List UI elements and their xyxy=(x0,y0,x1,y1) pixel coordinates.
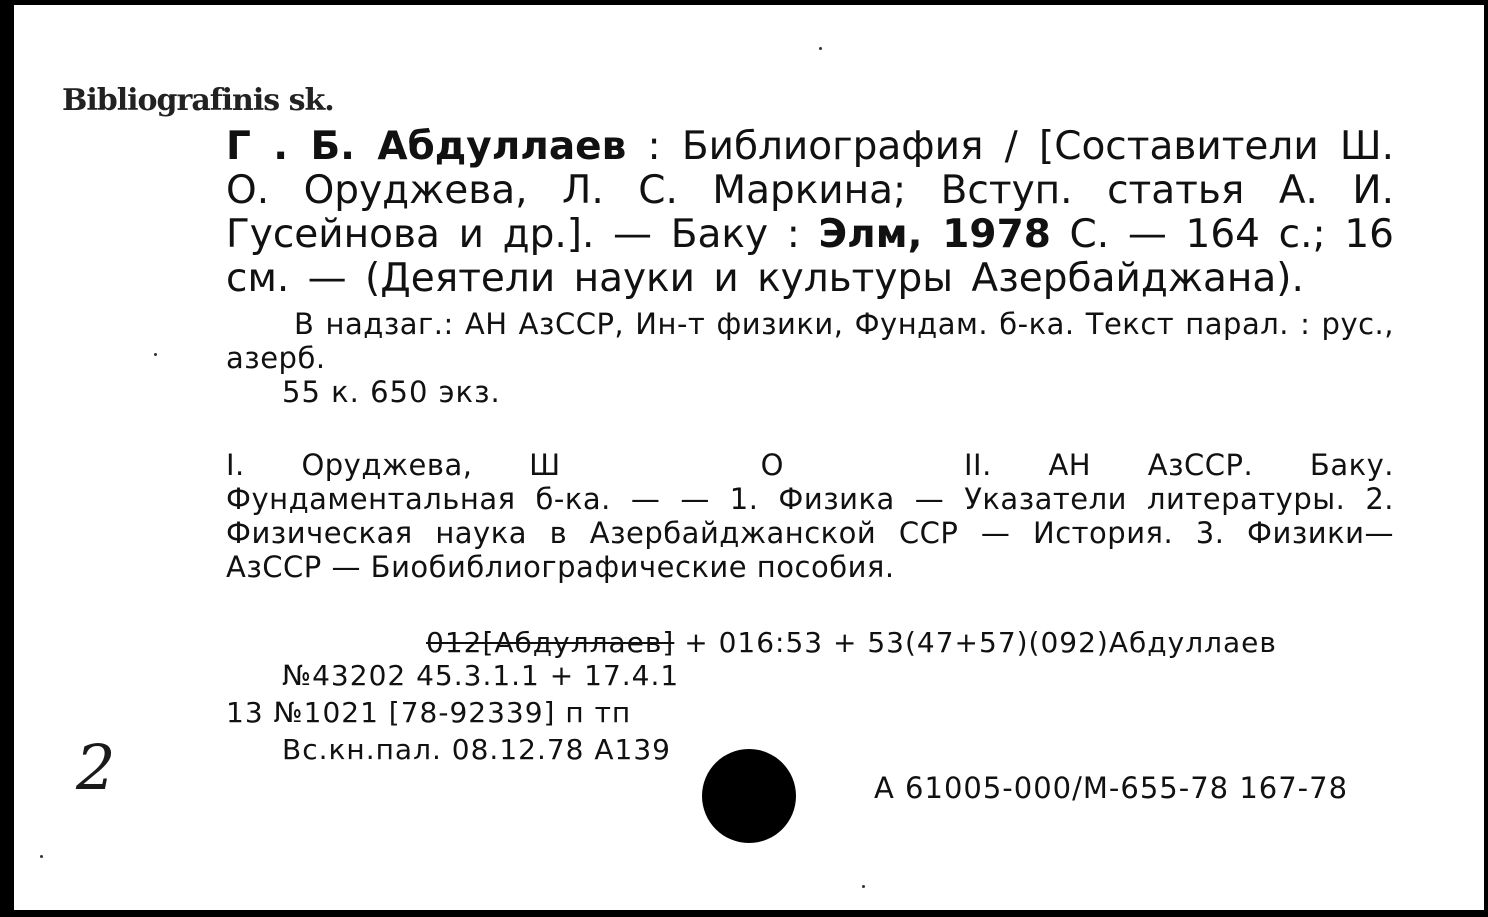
speck-dot xyxy=(154,353,157,356)
classification-rest: + 016:53 + 53(47+57)(092)Абдуллаев xyxy=(674,626,1277,659)
registry-line-2: 13 №1021 [78-92339] п тп xyxy=(226,696,632,729)
price-copies: 55 к. 650 экз. xyxy=(282,375,501,409)
note-text: В надзаг.: АН АзССР, Ин-т физики, Фундам. б-ка. Текст парал. : рус., азерб. xyxy=(226,307,1394,375)
registry-line-1: №43202 45.3.1.1 + 17.4.1 xyxy=(282,659,680,692)
entry-body-part1: : Библиография / [Составители Ш. О. Оруджева, Л. С. Маркина; Вступ. статья А. И. Гусейнова и др.]. — Баку : xyxy=(226,124,1394,257)
struck-index: 012[Абдуллаев] xyxy=(426,626,675,659)
speck-dot xyxy=(819,47,822,50)
tracing-part3: II. АН АзССР. Баку. Фундаментальная б-ка. — — 1. Физика — Указатели литературы. 2. Физическая наука в Азербайджанской ССР — История. 3. Физики— АзССР — Биобиблиографические пособия. xyxy=(226,448,1394,584)
catalog-card xyxy=(14,5,1484,910)
speck-dot xyxy=(862,885,865,888)
speck-dot xyxy=(40,855,43,858)
tracings xyxy=(226,448,1394,584)
handwritten-number: 2 xyxy=(76,731,116,804)
punch-hole xyxy=(702,749,796,843)
standard-number: А 61005-000/М-655-78 167-78 xyxy=(874,771,1349,805)
library-stamp: Bibliografinis sk. xyxy=(62,83,334,118)
entry-heading: Г . Б. Абдуллаев xyxy=(226,124,627,169)
bibliographic-entry xyxy=(226,125,1394,301)
classification-index xyxy=(426,627,1277,659)
tracing-part1: I. Оруджева, Ш xyxy=(226,448,561,482)
tracing-part2: О xyxy=(760,448,784,482)
entry-body-part2: С. — 164 с.; 16 см. — (Деятели науки и культуры Азербайджана). xyxy=(226,212,1394,301)
registry-line-3: Вс.кн.пал. 08.12.78 А139 xyxy=(282,733,671,766)
entry-publisher-year: Элм, 1978 xyxy=(818,212,1051,257)
